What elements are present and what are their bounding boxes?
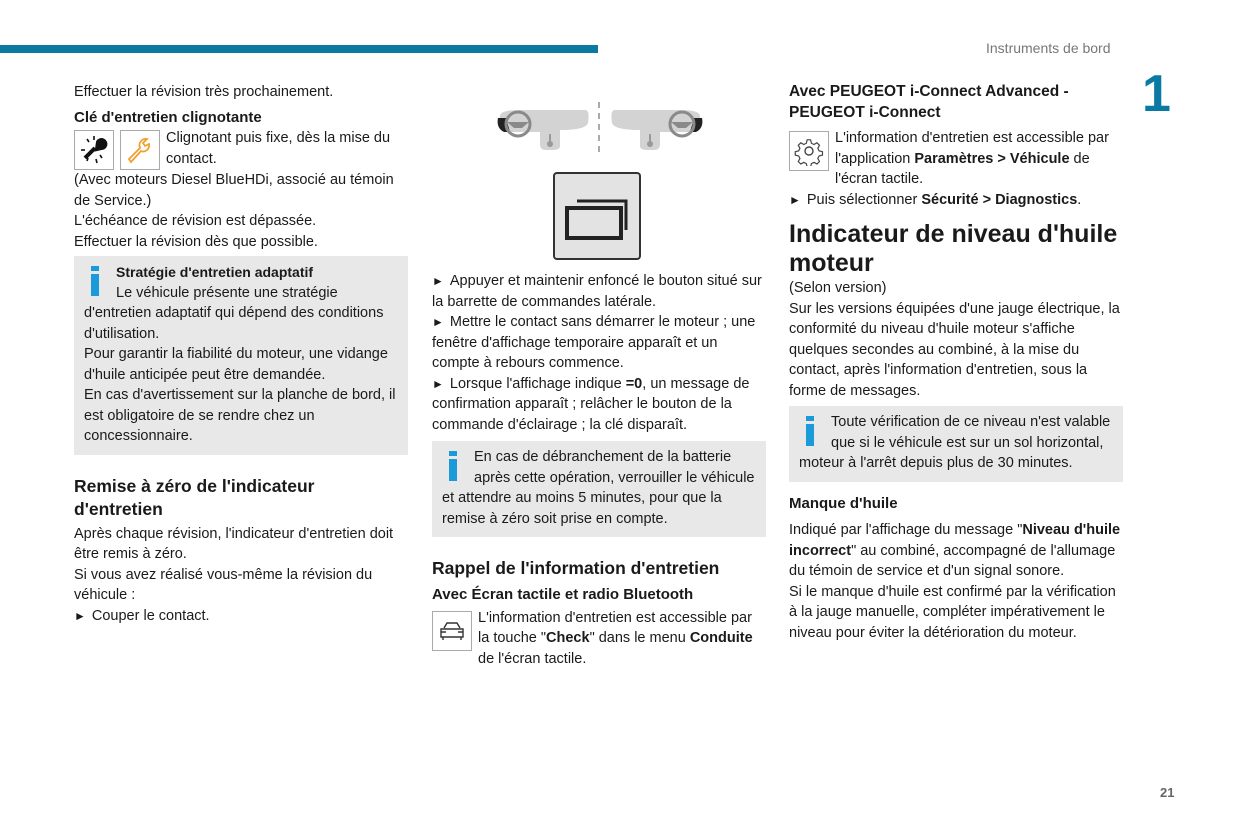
- info-battery-text: En cas de débranchement de la batterie après cette opération, verrouiller le véhicule et attendre au moins 5 minutes, pour que la remise à zéro soit prise en compte.: [442, 449, 755, 527]
- reset-step-3: ► Mettre le contact sans démarrer le moteur ; une fenêtre d'affichage temporaire apparaît et un compte à rebours commence.: [432, 314, 756, 371]
- iconnect-subtitle: Avec PEUGEOT i-Connect Advanced - PEUGEOT i-Connect: [789, 83, 1069, 121]
- reset-step-4: ► Lorsque l'affichage indique =0, un message de confirmation apparaît ; relâcher le bouton de la commande d'éclairage ; la clé disparaît.: [432, 375, 750, 433]
- blink-paragraph-4: Effectuer la révision dès que possible.: [74, 233, 318, 250]
- reset-paragraph-1: Après chaque révision, l'indicateur d'entretien doit être remis à zéro.: [74, 525, 394, 562]
- column-right: [789, 82, 1123, 643]
- blink-title: Clé d'entretien clignotante: [74, 108, 262, 126]
- iconnect-text: L'information d'entretien est accessible par l'application Paramètres > Véhicule de l'écran tactile.: [835, 130, 1109, 187]
- reset-section-title: Remise à zéro de l'indicateur d'entretien: [74, 475, 315, 519]
- running-title: Instruments de bord: [986, 40, 1111, 56]
- column-left: [74, 82, 408, 626]
- page-number: 21: [1160, 785, 1175, 800]
- wrench-blinking-icon: [74, 130, 114, 170]
- info-icon: [446, 451, 460, 481]
- wrench-orange-icon: [120, 130, 160, 170]
- header-accent-bar: [0, 45, 598, 53]
- reset-step-1: ► Couper le contact.: [74, 607, 210, 624]
- oil-paragraph-2: Sur les versions équipées d'une jauge électrique, la conformité du niveau d'huile moteur s'affiche quelques secondes au combiné, à la mise du contact, après l'information d'entretien, sous la forme de messages.: [789, 300, 1120, 399]
- bluetooth-subtitle: Avec Écran tactile et radio Bluetooth: [432, 586, 694, 603]
- low-oil-paragraph-2: Si le manque d'huile est confirmé par la vérification à la jauge manuelle, compléter impérativement le niveau pour éviter la détérioration du moteur.: [789, 583, 1116, 641]
- bluetooth-block: [432, 608, 766, 670]
- settings-gear-icon: [789, 131, 829, 171]
- info-box-adaptive: [74, 256, 408, 455]
- chapter-number: 1: [1142, 65, 1171, 123]
- oil-paragraph-1: (Selon version): [789, 280, 887, 296]
- column-middle: [432, 271, 766, 669]
- blink-paragraph-2: (Avec moteurs Diesel BlueHDi, associé au témoin de Service.): [74, 172, 394, 209]
- info-box-oil: [789, 406, 1123, 482]
- info-box-battery: [432, 441, 766, 537]
- blink-block: [74, 128, 408, 170]
- bluetooth-text: L'information d'entretien est accessible par la touche "Check" dans le menu Conduite de l'écran tactile.: [478, 609, 753, 667]
- info-icon: [803, 416, 817, 446]
- info-oil-text: Toute vérification de ce niveau n'est valable que si le véhicule est sur un sol horizontal, moteur à l'arrêt depuis plus de 30 minutes.: [799, 414, 1111, 471]
- iconnect-step: ► Puis sélectionner Sécurité > Diagnostics.: [789, 191, 1082, 208]
- reset-paragraph-2: Si vous avez réalisé vous-même la révision du véhicule :: [74, 566, 373, 603]
- right-steering-stalk: [611, 110, 702, 150]
- oil-section-title: Indicateur de niveau d'huile moteur: [789, 220, 1118, 277]
- car-check-icon: [432, 611, 472, 651]
- bullet-arrow-icon: ►: [432, 274, 444, 288]
- display-window-button-icon: [553, 172, 641, 260]
- blink-paragraph-3: L'échéance de révision est dépassée.: [74, 213, 317, 229]
- bullet-arrow-icon: ►: [789, 192, 801, 207]
- info-paragraph-3: En cas d'avertissement sur la planche de bord, il est obligatoire de se rendre chez un concessionnaire.: [84, 387, 396, 444]
- blink-text: Clignotant puis fixe, dès la mise du contact.: [166, 130, 391, 167]
- left-steering-stalk: [498, 110, 589, 150]
- steering-wheel-illustration: [490, 98, 710, 158]
- intro-text: Effectuer la révision très prochainement.: [74, 84, 334, 100]
- low-oil-paragraph-1: Indiqué par l'affichage du message "Niveau d'huile incorrect" au combiné, accompagné de l'allumage du témoin de service et d'un signal sonore.: [789, 522, 1121, 579]
- bullet-arrow-icon: ►: [74, 608, 86, 623]
- recall-section-title: Rappel de l'information d'entretien: [432, 558, 720, 578]
- iconnect-block: [789, 128, 1123, 190]
- info-icon: [88, 266, 102, 296]
- info-title: Stratégie d'entretien adaptatif: [116, 264, 314, 280]
- bullet-arrow-icon: ►: [432, 315, 444, 329]
- info-paragraph-2: Pour garantir la fiabilité du moteur, une vidange d'huile anticipée peut être demandée.: [84, 346, 388, 383]
- reset-step-2: ► Appuyer et maintenir enfoncé le bouton situé sur la barrette de commandes latérale.: [432, 273, 762, 310]
- info-paragraph-1: Le véhicule présente une stratégie d'entretien adaptatif qui dépend des conditions d'utilisation.: [84, 284, 384, 342]
- low-oil-subtitle: Manque d'huile: [789, 494, 898, 512]
- bullet-arrow-icon: ►: [432, 376, 444, 391]
